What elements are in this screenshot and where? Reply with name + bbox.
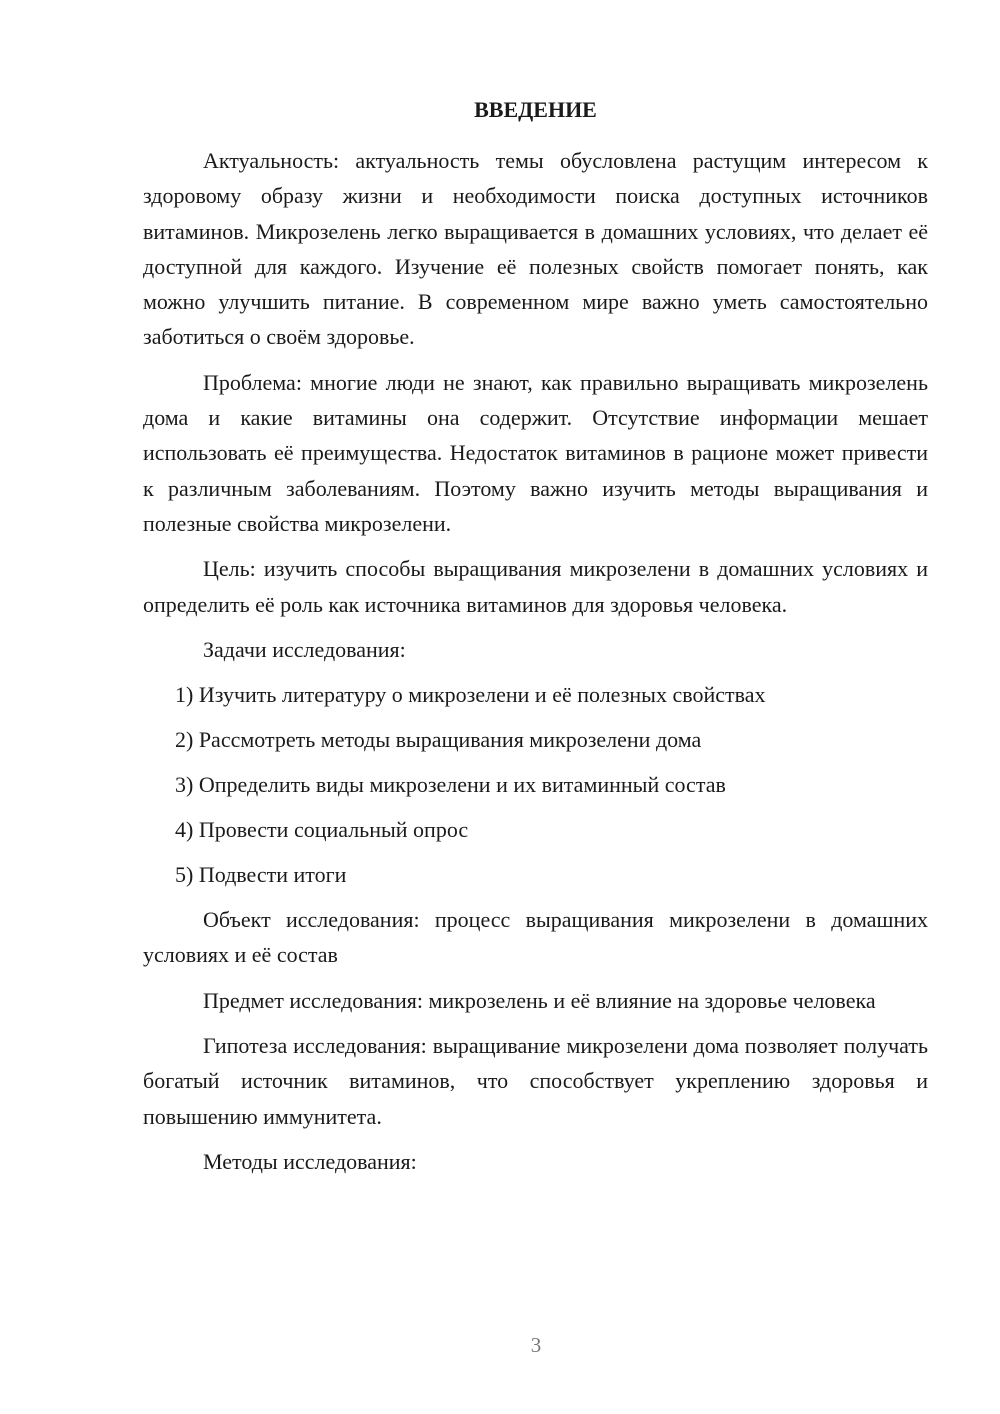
tasks-heading: Задачи исследования: bbox=[203, 636, 406, 662]
object-paragraph: Объект исследования: процесс выращивания микрозелени в домашних условиях и её состав bbox=[143, 907, 928, 968]
list-item: 3) Определить виды микрозелени и их витаминный состав bbox=[175, 772, 726, 798]
page-number: 3 bbox=[530, 1333, 542, 1357]
methods-heading: Методы исследования: bbox=[203, 1148, 417, 1174]
relevance-paragraph: Актуальность: актуальность темы обусловлена растущим интересом к здоровому образу жизни и необходимости поиска доступных источников витаминов. Микрозелень легко выращивается в домашних условиях, что делает её доступной для каждого. Изучение её полезных свойств помогает понять, как можно улучшить питание. В современном мире важно уметь самостоятельно заботиться о своём здоровье. bbox=[143, 148, 928, 350]
problem-paragraph: Проблема: многие люди не знают, как правильно выращивать микрозелень дома и какие витамины она содержит. Отсутствие информации мешает использовать её преимущества. Недостаток витаминов в рационе может привести к различным заболеваниям. Поэтому важно изучить методы выращивания и полезные свойства микрозелени. bbox=[143, 369, 928, 536]
section-title: ВВЕДЕНИЕ bbox=[474, 97, 597, 122]
tasks-list bbox=[143, 677, 928, 892]
subject-paragraph: Предмет исследования: микрозелень и её влияние на здоровье человека bbox=[203, 987, 876, 1013]
list-item: 4) Провести социальный опрос bbox=[175, 817, 469, 843]
list-item: 1) Изучить литературу о микрозелени и её полезных свойствах bbox=[175, 682, 766, 708]
hypothesis-paragraph: Гипотеза исследования: выращивание микрозелени дома позволяет получать богатый источник витаминов, что способствует укреплению здоровья и повышению иммунитета. bbox=[143, 1033, 928, 1129]
goal-paragraph: Цель: изучить способы выращивания микрозелени в домашних условиях и определить её роль как источника витаминов для здоровья человека. bbox=[143, 556, 928, 617]
list-item: 2) Рассмотреть методы выращивания микрозелени дома bbox=[175, 727, 702, 753]
list-item: 5) Подвести итоги bbox=[175, 862, 347, 888]
document-page bbox=[143, 92, 928, 1179]
